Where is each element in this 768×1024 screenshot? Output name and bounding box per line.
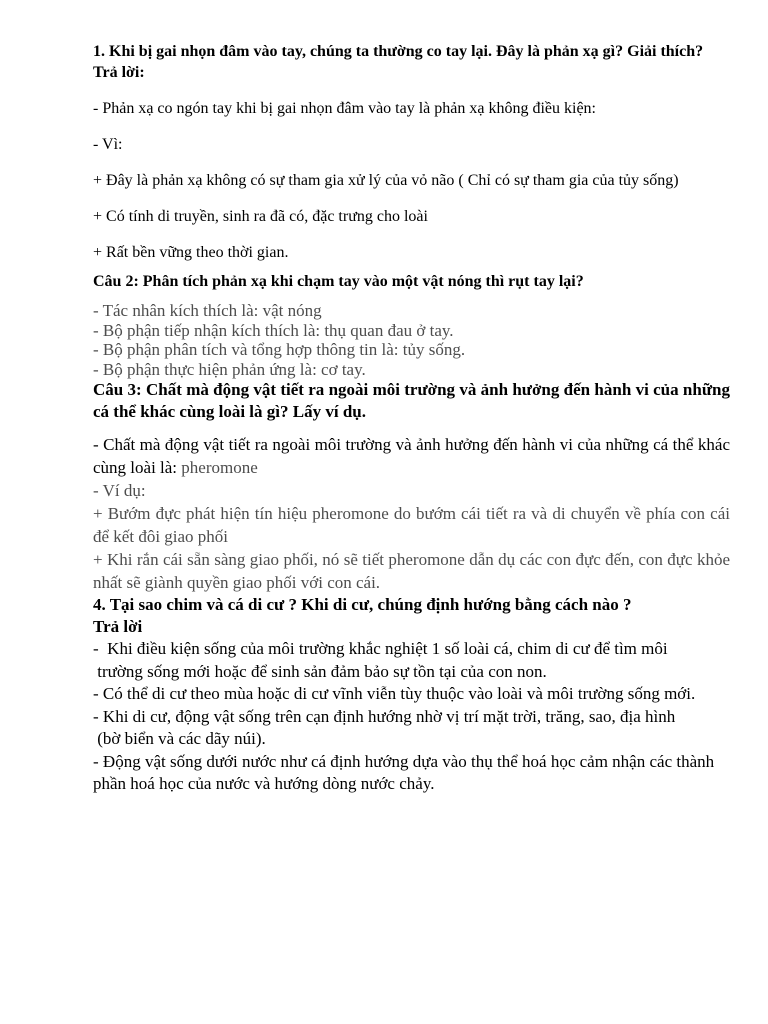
answer-line: - Khi điều kiện sống của môi trường khắc nghiệt 1 số loài cá, chim di cư để tìm môi <box>93 639 668 658</box>
answer-line: + Đây là phản xạ không có sự tham gia xử lý của vỏ não ( Chỉ có sự tham gia của tủy sống) <box>93 172 679 189</box>
answer-label: Trả lời <box>93 617 143 636</box>
answer-line: - Bộ phận tiếp nhận kích thích là: thụ quan đau ở tay. <box>93 320 454 340</box>
answer-line: + Bướm đực phát hiện tín hiệu pheromone do bướm cái tiết ra và di chuyển về phía con cái để kết đôi giao phối <box>93 504 730 546</box>
question-3-title: Câu 3: Chất mà động vật tiết ra ngoài môi trường và ảnh hưởng đến hành vi của những cá thể khác cùng loài là gì? Lấy ví dụ. <box>93 380 730 421</box>
answer-line: + Khi rắn cái sẵn sàng giao phối, nó sẽ tiết pheromone dẫn dụ các con đực đến, con đực khỏe nhất sẽ giành quyền giao phối với con cái. <box>93 550 730 592</box>
answer-line: - Vì: <box>93 136 123 153</box>
answer-line: - Bộ phận phân tích và tổng hợp thông tin là: tủy sống. <box>93 340 466 359</box>
answer-line: - Phản xạ co ngón tay khi bị gai nhọn đâm vào tay là phản xạ không điều kiện: <box>93 100 596 117</box>
answer-line: + Có tính di truyền, sinh ra đã có, đặc trưng cho loài <box>93 208 428 225</box>
question-4-title: 4. Tại sao chim và cá di cư ? Khi di cư, chúng định hướng bằng cách nào ? <box>93 595 632 614</box>
answer-line: - Ví dụ: <box>93 481 146 500</box>
question-2-answer <box>93 301 730 379</box>
answer-line: - Động vật sống dưới nước như cá định hướng dựa vào thụ thể hoá học cảm nhận các thành phần hoá học của nước và hướng dòng nước chảy. <box>93 751 715 793</box>
answer-line: - Tác nhân kích thích là: vật nóng <box>93 301 322 320</box>
answer-line <box>93 433 730 479</box>
answer-line: trường sống mới hoặc để sinh sản đảm bảo sự tồn tại của con non. <box>93 661 547 681</box>
question-2-title: Câu 2: Phân tích phản xạ khi chạm tay vào một vật nóng thì rụt tay lại? <box>93 273 584 290</box>
answer-line: - Có thể di cư theo mùa hoặc di cư vĩnh viễn tùy thuộc vào loài và môi trường sống mới. <box>93 684 696 703</box>
question-1-title: 1. Khi bị gai nhọn đâm vào tay, chúng ta thường co tay lại. Đây là phản xạ gì? Giải thích? <box>93 43 704 60</box>
document-page <box>93 40 730 796</box>
pheromone-term: pheromone <box>181 458 258 477</box>
answer-line: (bờ biển và các dãy núi). <box>93 729 266 748</box>
answer-line: + Rất bền vững theo thời gian. <box>93 244 289 261</box>
answer-text: - Chất mà động vật tiết ra ngoài môi trường và ảnh hưởng đến hành vi của những cá thể khác cùng loài là: <box>93 435 730 477</box>
answer-line: - Bộ phận thực hiện phản ứng là: cơ tay. <box>93 359 366 379</box>
answer-line: - Khi di cư, động vật sống trên cạn định hướng nhờ vị trí mặt trời, trăng, sao, địa hình <box>93 706 676 726</box>
answer-label: Trả lời: <box>93 64 145 81</box>
